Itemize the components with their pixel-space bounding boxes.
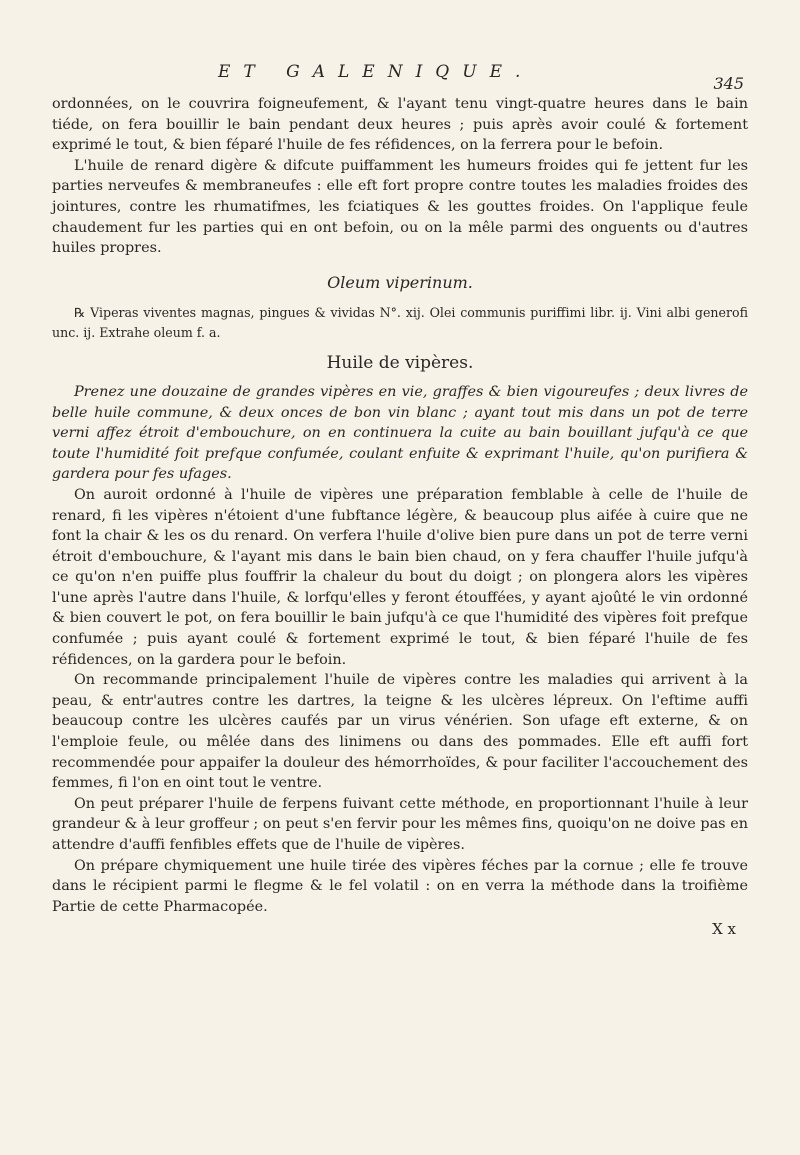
latin-recipe: ℞ Viperas viventes magnas, pingues & vividas N°. xij. Olei communis puriffimi libr. ij. Vini albi generofi unc. ij. Extrahe oleum f. a. xyxy=(52,305,748,341)
paragraph-preparation: On auroit ordonné à l'huile de vipères une préparation femblable à celle de l'huile de renard, fi les vipères n'étoient d'une fubftance légère, & beaucoup plus aifée à cuire que ne font la chair & les os du renard. On verfera l'huile d'olive bien pure dans un pot de terre verni étroit d'embouchure, & l'ayant mis dans le bain bien chaud, on y fera chauffer l'huile jufqu'à ce qu'on n'en puiffe plus fouffrir la chaleur du bout du doigt ; on plongera alors les vipères l'une après l'autre dans l'huile, & lorfqu'elles y feront étouffées, y ayant ajoûté le vin ordonné & bien couvert le pot, on fera bouillir le bain jufqu'à ce que l'humidité des vipères foit prefque confumée ; puis ayant coulé & fortement exprimé le tout, & bien féparé l'huile de fes réfidences, on la gardera pour le befoin. xyxy=(52,486,748,668)
french-recipe: Prenez une douzaine de grandes vipères en vie, graffes & bien vigoureufes ; deux livres de belle huile commune, & deux onces de bon vin blanc ; ayant tout mis dans un pot de terre verni affez étroit d'embouchure, on en continuera la cuite au bain bouillant jufqu'à ce que toute l'humidité foit prefque confumée, coulant enfuite & exprimant l'huile, qu'on purifiera & gardera pour fes ufages. xyxy=(52,383,748,483)
page-number: 345 xyxy=(713,74,744,93)
french-title: Huile de vipères. xyxy=(326,353,474,374)
running-head: ET GALENIQUE. xyxy=(218,62,534,82)
paragraph-chemical: On prépare chymiquement une huile tirée des vipères féches par la cornue ; elle fe trouve dans le récipient parmi le flegme & le fel volatil : on en verra la méthode dans la troifième Partie de cette Pharmacopée. xyxy=(52,857,748,915)
paragraph-uses: On recommande principalement l'huile de vipères contre les maladies qui arrivent à la peau, & entr'autres contre les dartres, la teigne & les ulcères lépreux. On l'eftime auffi beaucoup contre les ulcères caufés par un virus vénérien. Son ufage eft externe, & on l'emploie feule, ou mêlée dans des linimens ou dans des pommades. Elle eft auffi fort recommendée pour appaifer la douleur des hémorrhoïdes, & pour faciliter l'accouchement des femmes, fi l'on en oint tout le ventre. xyxy=(52,672,748,792)
paragraph-serpents: On peut préparer l'huile de ferpens fuivant cette méthode, en proportionnant l'huile à leur grandeur & à leur groffeur ; on peut s'en fervir pour les mêmes fins, quoiqu'on ne doive pas en attendre d'auffi fenfibles effets que de l'huile de vipères. xyxy=(52,795,748,853)
paragraph-continued: ordonnées, on le couvrira foigneufement, & l'ayant tenu vingt-quatre heures dans le bain tiéde, on fera bouillir le bain pendant deux heures ; puis après avoir coulé & fortement exprimé le tout, & bien féparé l'huile de fes réfidences, on la ferrera pour le befoin. xyxy=(52,96,748,154)
body-text xyxy=(52,94,748,940)
paragraph-fox-oil: L'huile de renard digère & difcute puiffamment les humeurs froides qui fe jettent fur les parties nerveufes & membraneufes : elle eft fort propre contre toutes les maladies froides des jointures, contre les rhumatifmes, les fciatiques & les gouttes froides. On l'applique feule chaudement fur les parties qui en ont befoin, ou on la mêle parmi des onguents ou d'autres huiles propres. xyxy=(52,157,748,257)
signature-mark: X x xyxy=(712,920,736,939)
latin-title: Oleum viperinum. xyxy=(327,272,473,292)
